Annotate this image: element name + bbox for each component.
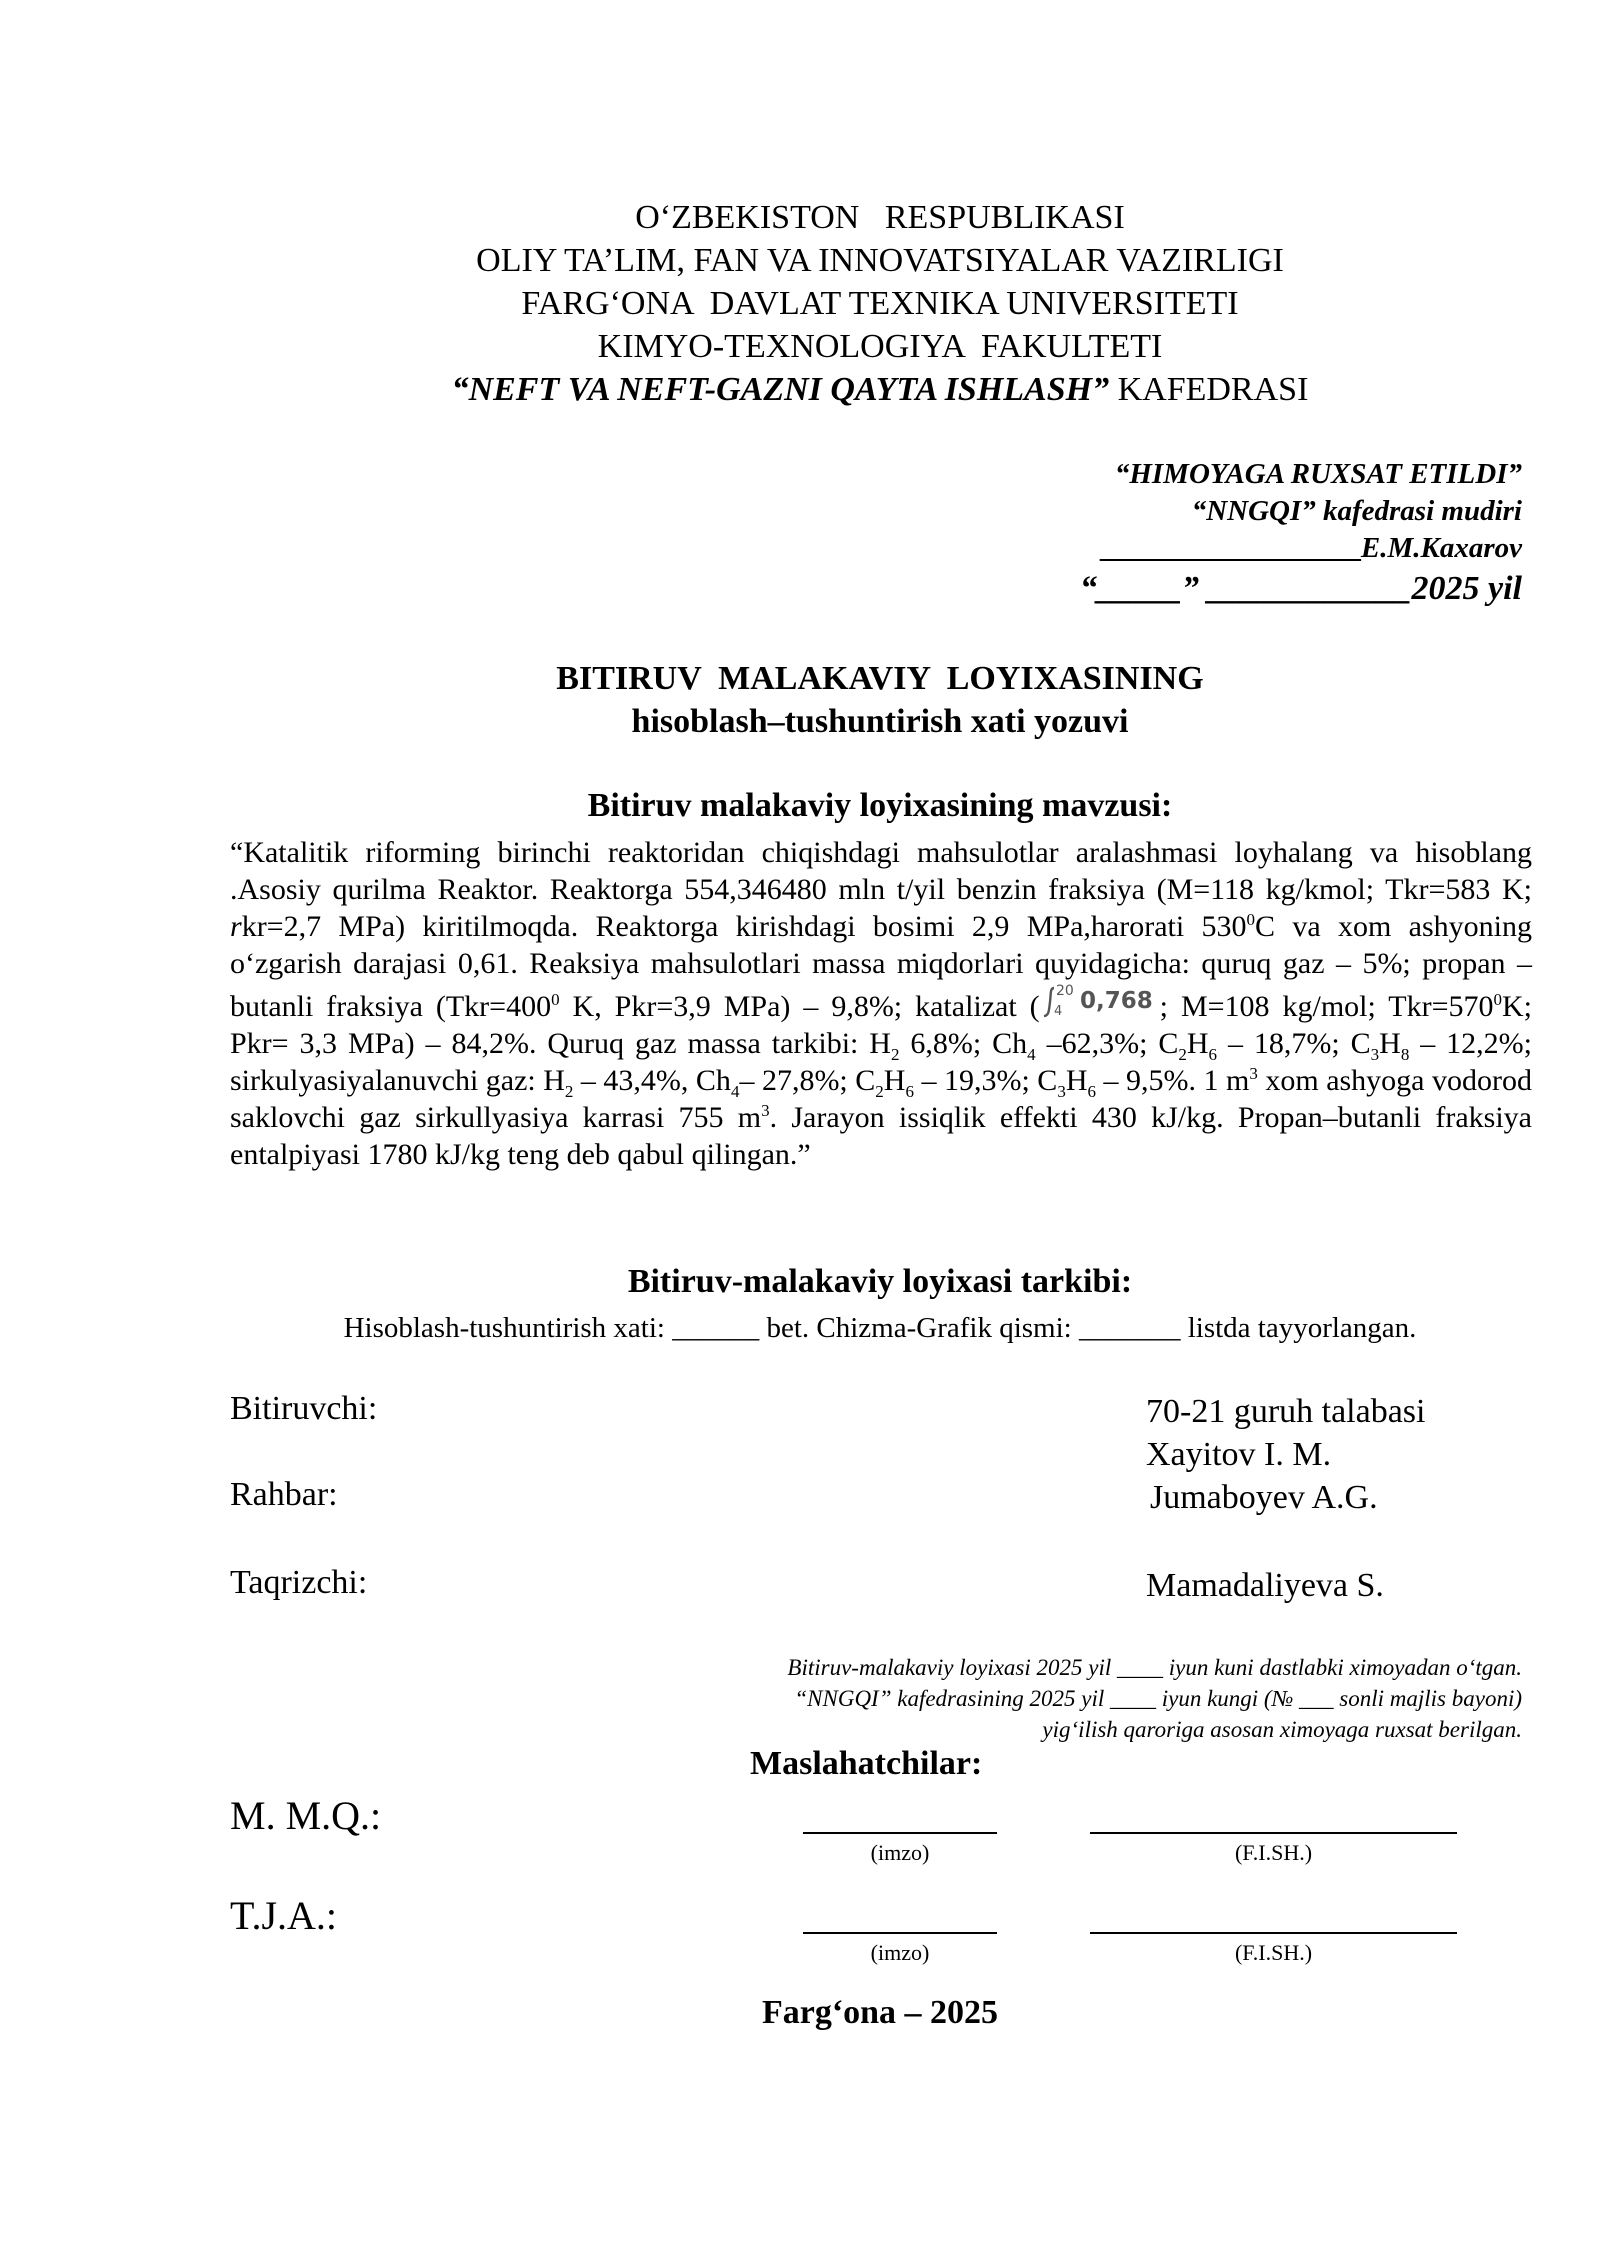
topic-text: – 18,7%; C <box>1217 1027 1371 1060</box>
degree-superscript: 0 <box>551 990 560 1009</box>
topic-text-italic: r <box>230 910 242 943</box>
subscript: 2 <box>890 1045 900 1064</box>
topic-text: – 9,5%. 1 m <box>1096 1064 1250 1097</box>
subscript: 4 <box>1027 1045 1036 1064</box>
header-university: FARG‘ONA DAVLAT TEXNIKA UNIVERSITETI <box>521 285 1239 322</box>
reviewer-label: Taqrizchi: <box>230 1564 368 1601</box>
approval-date <box>1080 567 1522 611</box>
topic-text: – 27,8%; C <box>739 1064 876 1097</box>
approval-signer <box>1080 530 1522 567</box>
integral-lower-limit: 4 <box>1053 1004 1062 1019</box>
reviewer-name: Mamadaliyeva S. <box>1146 1567 1384 1604</box>
subscript: 3 <box>1057 1082 1066 1101</box>
subscript: 2 <box>564 1082 574 1101</box>
signature-line <box>803 1932 997 1934</box>
approval-year: 2025 yil <box>1411 570 1522 607</box>
signature-line <box>803 1832 997 1834</box>
topic-text: . Jarayon issiqlik effekti 430 kJ/kg. Propan–butanli fraksiya entalpiyasi 1780 kJ/kg teng deb qabul qilingan.” <box>230 1101 1532 1171</box>
subscript: 8 <box>1400 1045 1410 1064</box>
header-department <box>230 368 1530 411</box>
student-group: 70-21 guruh talabasi <box>1146 1393 1426 1430</box>
title-line-2: hisoblash–tushuntirish xati yozuvi <box>631 703 1129 740</box>
supervisor-label: Rahbar: <box>230 1476 338 1513</box>
header-faculty: KIMYO-TEXNOLOGIYA FAKULTETI <box>597 328 1163 365</box>
signature-caption: (imzo) <box>870 1840 930 1865</box>
topic-text: ; M=108 kg/mol; Tkr=570 <box>1159 990 1494 1023</box>
subscript: 3 <box>1370 1045 1380 1064</box>
topic-text: – 43,4%, Ch <box>573 1064 731 1097</box>
topic-text: 6,8%; Ch <box>899 1027 1028 1060</box>
topic-text: xom ashyoga vodorod saklovchi gaz sirkullyasiya karrasi 755 m <box>230 1064 1532 1134</box>
name-caption: (F.I.SH.) <box>1234 1940 1313 1965</box>
place-year: Farg‘ona – 2025 <box>761 1994 999 2031</box>
topic-text: K, Pkr=3,9 MPa) – 9,8%; katalizat ( <box>559 990 1040 1023</box>
degree-superscript: 0 <box>1493 990 1502 1009</box>
subscript: 2 <box>1178 1045 1187 1064</box>
integral-icon <box>1040 982 1160 1022</box>
topic-text: C va xom ashyoning o‘zgarish darajasi 0,61. Reaksiya mahsulotlari massa miqdorlari quyidagicha: quruq gaz – 5%; propan – butanli fraksiya (Tkr=400 <box>230 910 1532 1023</box>
signer-name: E.M.Kaxarov <box>1360 532 1522 564</box>
topic-text: “Katalitik riforming birinchi reaktoridan chiqishdagi mahsulotlar aralashmasi loyhalang va hisoblang .Asosiy qurilma Reaktor. Reaktorga 554,346480 mln t/yil benzin fraksiya (M=118 kg/kmol; Tkr=583 K; <box>230 836 1532 906</box>
superscript: 3 <box>1249 1064 1258 1083</box>
approval-position: “NNGQI” kafedrasi mudiri <box>1191 495 1522 527</box>
advisor-row1-label: M. M.Q.: <box>230 1793 382 1838</box>
supervisor-name: Jumaboyev A.G. <box>1150 1479 1378 1516</box>
composition-heading: Bitiruv-malakaviy loyixasi tarkibi: <box>627 1263 1133 1300</box>
signature-blank: __________________ <box>1099 532 1361 564</box>
approval-block <box>1080 456 1522 611</box>
student-info <box>1146 1390 1426 1476</box>
integral-value: 0,768 <box>1079 988 1153 1014</box>
subscript: 2 <box>875 1082 884 1101</box>
document-title <box>230 657 1530 743</box>
header-republic: O‘ZBEKISTON RESPUBLIKASI <box>635 199 1125 236</box>
degree-superscript: 0 <box>1246 910 1256 929</box>
subscript: 6 <box>905 1082 914 1101</box>
student-label: Bitiruvchi: <box>230 1390 378 1427</box>
university-header <box>230 196 1530 411</box>
note-line-1: Bitiruv-malakaviy loyixasi 2025 yil ____ iyun kuni dastlabki ximoyadan o‘tgan. <box>787 1655 1522 1680</box>
note-line-2: “NNGQI” kafedrasining 2025 yil ____ iyun kungi (№ ___ sonli majlis bayoni) <box>794 1686 1522 1711</box>
subscript: 6 <box>1208 1045 1218 1064</box>
topic-text: – 19,3%; C <box>913 1064 1058 1097</box>
advisors-heading: Maslahatchilar: <box>750 1745 983 1782</box>
subscript: 6 <box>1087 1082 1096 1101</box>
name-line <box>1090 1932 1457 1934</box>
integral-formula-image <box>1040 982 1160 1022</box>
name-line <box>1090 1832 1457 1834</box>
advisor-row2-label: T.J.A.: <box>230 1893 338 1938</box>
topic-paragraph: “Katalitik riforming birinchi reaktoridan chiqishdagi mahsulotlar aralashmasi loyhalang va hisoblang .Asosiy qurilma Reaktor. Reaktorga 554,346480 mln t/yil benzin fraksiya (M=118 kg/kmol; Tkr=583 K; rkr=2,7 MPa) kiritilmoqda. Reaktorga kirishdagi bosimi 2,9 MPa,harorati $530^0C$ va xom ashyoning o‘zgarish darajasi 0,61. Reaksiya mahsulotlari massa miqdorlari quyidagicha: quruq gaz – 5%; propan – butanli fraksiya ($Tkr=400^0$ K, Pkr=3,9 MPa) – 9,8%; katalizat ( 20 4 0,768 ; M=108 kg/mol; $Tkr=570^0K$; Pkr= 3,3 MPa) – 84,2%. Quruq gaz massa tarkibi: $H_2$ 6,8%; $Ch_4$ –62,3%; $C_2H_6 - 18,7\%$; $C_3H_8 - 12,2\%$; sirkulyasiyalanuvchi gaz: $H_2 - 43,4\%$, $Ch_4-$ 27,8%; $C_2H_6 - 19,3\%$; $C_3H_6 - 9,5\%$. 1 $m^3$ xom ashyoga vodorod saklovchi gaz sirkullyasiya karrasi 755 $m^3$. Jarayon issiqlik effekti 430 kJ/kg. Propan–butanli fraksiya entalpiyasi 1780 kJ/kg teng deb qabul qilingan.” <box>230 836 1532 1171</box>
name-caption: (F.I.SH.) <box>1234 1840 1313 1865</box>
composition-line: Hisoblash-tushuntirish xati: ______ bet. Chizma-Grafik qismi: _______ listda tayyorlangan. <box>343 1312 1417 1344</box>
topic-text: K; Pkr= 3,3 MPa) – 84,2%. Quruq gaz massa tarkibi: H <box>230 990 1532 1060</box>
approval-title: “HIMOYAGA RUXSAT ETILDI” <box>1114 458 1522 490</box>
student-name: Xayitov I. M. <box>1146 1436 1332 1473</box>
superscript: 3 <box>761 1101 770 1120</box>
header-ministry: OLIY TA’LIM, FAN VA INNOVATSIYALAR VAZIRLIGI <box>476 242 1284 279</box>
integral-upper-limit: 20 <box>1055 983 1074 999</box>
note-line-3: yig‘ilish qaroriga asosan ximoyaga ruxsat berilgan. <box>1042 1717 1522 1742</box>
topic-text: –62,3%; C <box>1035 1027 1179 1060</box>
signature-caption: (imzo) <box>870 1940 930 1965</box>
department-name: “NEFT VA NEFT-GAZNI QAYTA ISHLASH” <box>451 371 1110 408</box>
department-suffix: KAFEDRASI <box>1109 371 1309 408</box>
defence-note <box>622 1652 1522 1745</box>
topic-text: kr=2,7 MPa) kiritilmoqda. Reaktorga kirishdagi bosimi 2,9 MPa,harorati 530 <box>241 910 1247 943</box>
subscript: 4 <box>730 1082 740 1101</box>
topic-heading: Bitiruv malakaviy loyixasining mavzusi: <box>587 787 1173 824</box>
date-blank: “_____” ____________ <box>1080 570 1412 607</box>
topic-text: – 12,2%; sirkulyasiyalanuvchi gaz: H <box>230 1027 1532 1097</box>
title-line-1: BITIRUV MALAKAVIY LOYIXASINING <box>556 660 1204 697</box>
